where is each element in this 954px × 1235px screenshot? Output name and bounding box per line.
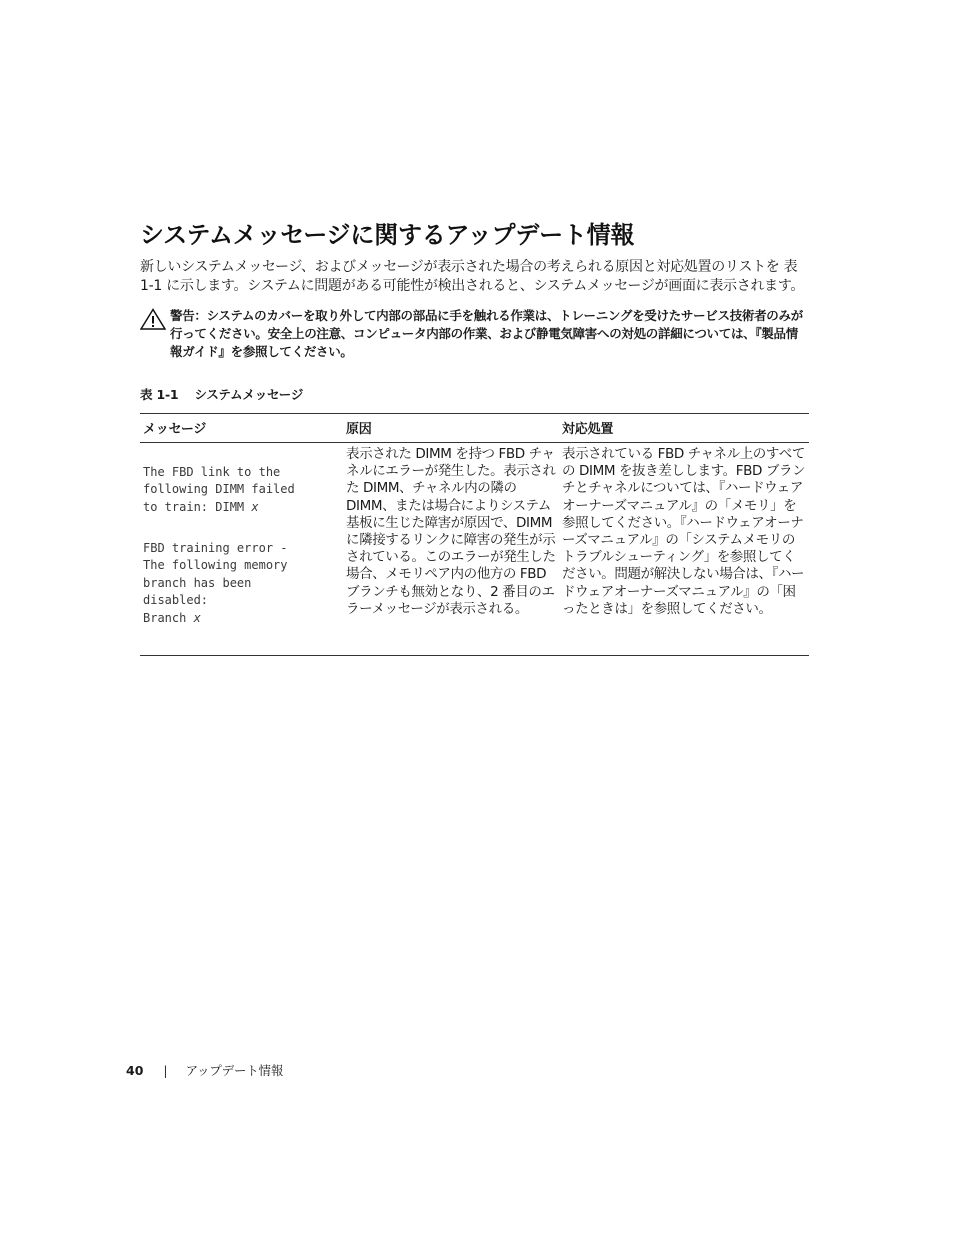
page-content	[140, 218, 810, 656]
column-header-message: メッセージ	[140, 414, 343, 443]
footer-separator: |	[163, 1062, 168, 1078]
action-cell: 表示されている FBD チャネル上のすべての DIMM を抜き差しします。FBD ブランチとチャネルについては、『ハードウェアオーナーズマニュアル』の「メモリ」を参照してください。『ハードウェアオーナーズマニュアル』の「システムメモリのトラブルシューティング」を参照してください。問題が解決しない場合は、『ハードウェアオーナーズマニュアル』の「困ったときは」を参照してください。	[559, 443, 809, 656]
table-row	[140, 443, 809, 656]
message-1	[143, 464, 340, 517]
intro-paragraph: 新しいシステムメッセージ、およびメッセージが表示された場合の考えられる原因と対応処置のリストを 表 1-1 に示します。システムに問題がある可能性が検出されると、システムメッセージが画面に表示されます。	[140, 259, 805, 294]
warning-triangle-icon	[140, 307, 170, 361]
message-cell	[140, 443, 343, 656]
column-header-cause: 原因	[343, 414, 559, 443]
warning-body: システムのカバーを取り外して内部の部品に手を触れる作業は、トレーニングを受けたサービス技術者のみが行ってください。安全上の注意、コンピュータ内部の作業、および静電気障害への対処の詳細については、『製品情報ガイド』を参照してください。	[170, 308, 803, 359]
message-2-text: FBD training error - The following memory branch has been disabled: Branch	[143, 540, 288, 625]
section-heading: システムメッセージに関するアップデート情報	[140, 221, 635, 249]
table-header-row	[140, 414, 809, 443]
message-1-text: The FBD link to the following DIMM failed to train: DIMM	[143, 464, 295, 514]
page-number: 40	[126, 1062, 144, 1078]
message-2	[143, 540, 340, 628]
warning-text	[170, 307, 810, 361]
page-footer	[126, 1061, 283, 1079]
warning-label: 警告：	[170, 308, 207, 323]
column-header-action: 対応処置	[559, 414, 809, 443]
table-caption-title: システムメッセージ	[194, 387, 304, 402]
table-caption	[140, 385, 810, 403]
running-title: アップデート情報	[185, 1063, 284, 1078]
warning-notice	[140, 307, 810, 361]
cause-cell: 表示された DIMM を持つ FBD チャネルにエラーが発生した。表示された DIMM、チャネル内の隣の DIMM、または場合によりシステム基板に生じた障害が原因で、DIMM に隣接するリンクに障害の発生が示されている。このエラーが発生した場合、メモリペア内の他方の FBD ブランチも無効となり、2 番目のエラーメッセージが表示される。	[343, 443, 559, 656]
message-2-variable: x	[193, 610, 201, 625]
system-messages-table	[140, 413, 809, 656]
table-caption-number: 表 1-1	[140, 387, 179, 402]
message-1-variable: x	[251, 499, 259, 514]
